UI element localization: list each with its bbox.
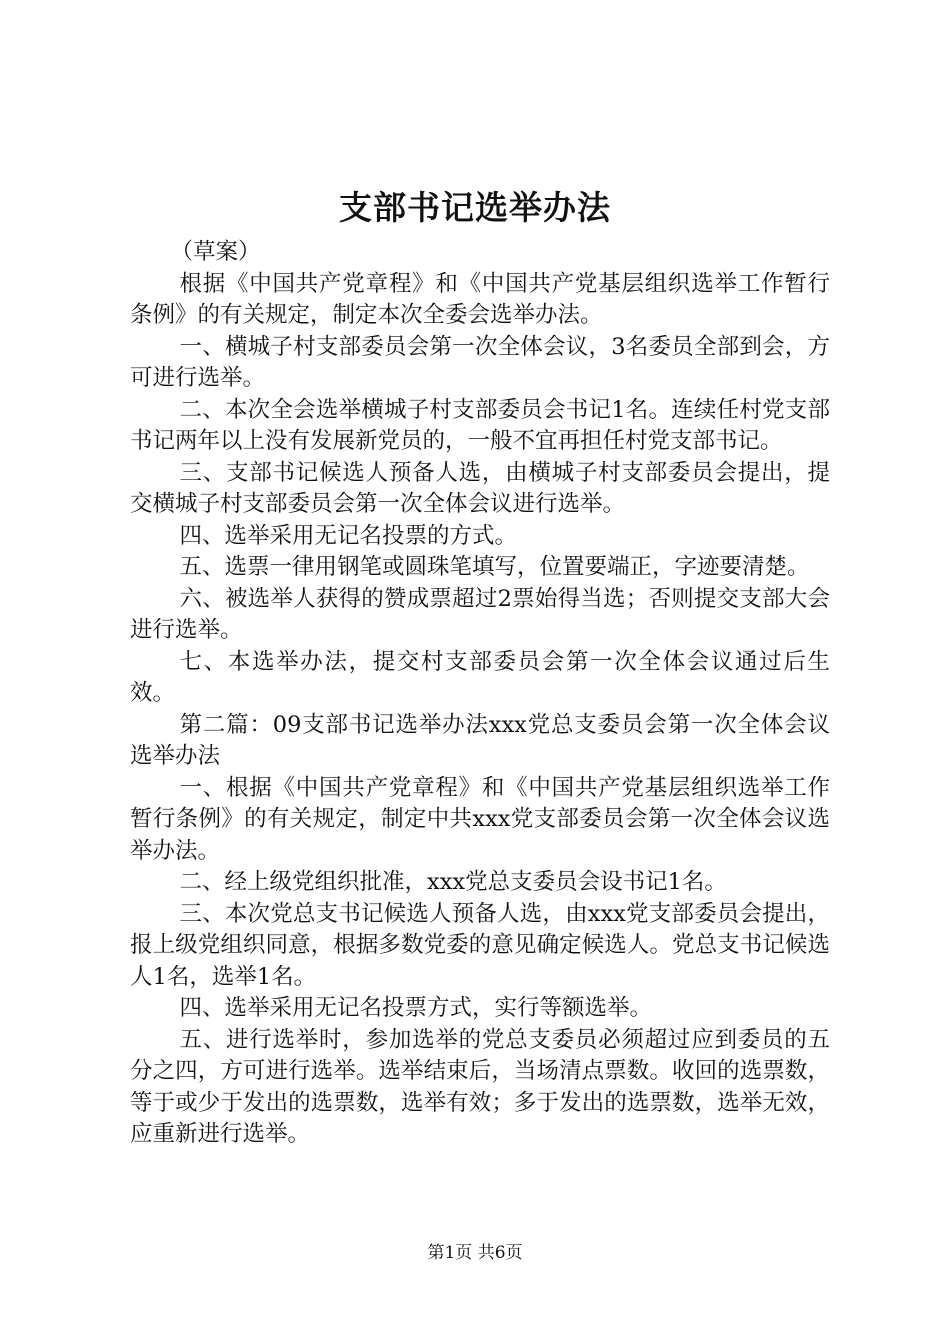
part-two-paragraph-5: 五、进行选举时，参加选举的党总支委员必须超过应到委员的五分之四，方可进行选举。选举结束后，当场清点票数。收回的选票数，等于或少于发出的选票数，选举有效；多于发出的选票数，选举无效，应重新进行选举。 — [130, 1026, 830, 1147]
paragraph-1: 一、横城子村支部委员会第一次全体会议，3名委员全部到会，方可进行选举。 — [130, 333, 830, 391]
part-two-paragraph-3: 三、本次党总支书记候选人预备人选，由xxx党支部委员会提出，报上级党组织同意，根据多数党委的意见确定候选人。党总支书记候选人1名，选举1名。 — [130, 900, 830, 990]
section-heading-part-two: 第二篇：09支部书记选举办法xxx党总支委员会第一次全体会议选举办法 — [130, 711, 830, 769]
part-two-paragraph-2: 二、经上级党组织批准，xxx党总支委员会设书记1名。 — [179, 869, 727, 895]
intro-paragraph: 根据《中国共产党章程》和《中国共产党基层组织选举工作暂行条例》的有关规定，制定本次全委会选举办法。 — [130, 270, 830, 328]
draft-label: （草案） — [170, 239, 261, 265]
paragraph-6: 六、被选举人获得的赞成票超过2票始得当选；否则提交支部大会进行选举。 — [130, 585, 830, 643]
part-two-paragraph-4: 四、选举采用无记名投票方式，实行等额选举。 — [179, 995, 653, 1021]
paragraph-4: 四、选举采用无记名投票的方式。 — [179, 522, 518, 549]
document-title: 支部书记选举办法 — [339, 188, 611, 227]
paragraph-3: 三、支部书记候选人预备人选，由横城子村支部委员会提出，提交横城子村支部委员会第一次全体会议进行选举。 — [130, 459, 830, 517]
paragraph-2: 二、本次全会选举横城子村支部委员会书记1名。连续任村党支部书记两年以上没有发展新党员的，一般不宜再担任村党支部书记。 — [130, 396, 830, 454]
document-body — [130, 237, 830, 1151]
page-number-footer: 第1页 共6页 — [427, 1243, 523, 1263]
paragraph-5: 五、选票一律用钢笔或圆珠笔填写，位置要端正，字迹要清楚。 — [179, 554, 810, 580]
paragraph-7: 七、本选举办法，提交村支部委员会第一次全体会议通过后生效。 — [130, 648, 830, 706]
part-two-paragraph-1: 一、根据《中国共产党章程》和《中国共产党基层组织选举工作暂行条例》的有关规定，制定中共xxx党支部委员会第一次全体会议选举办法。 — [130, 774, 830, 864]
